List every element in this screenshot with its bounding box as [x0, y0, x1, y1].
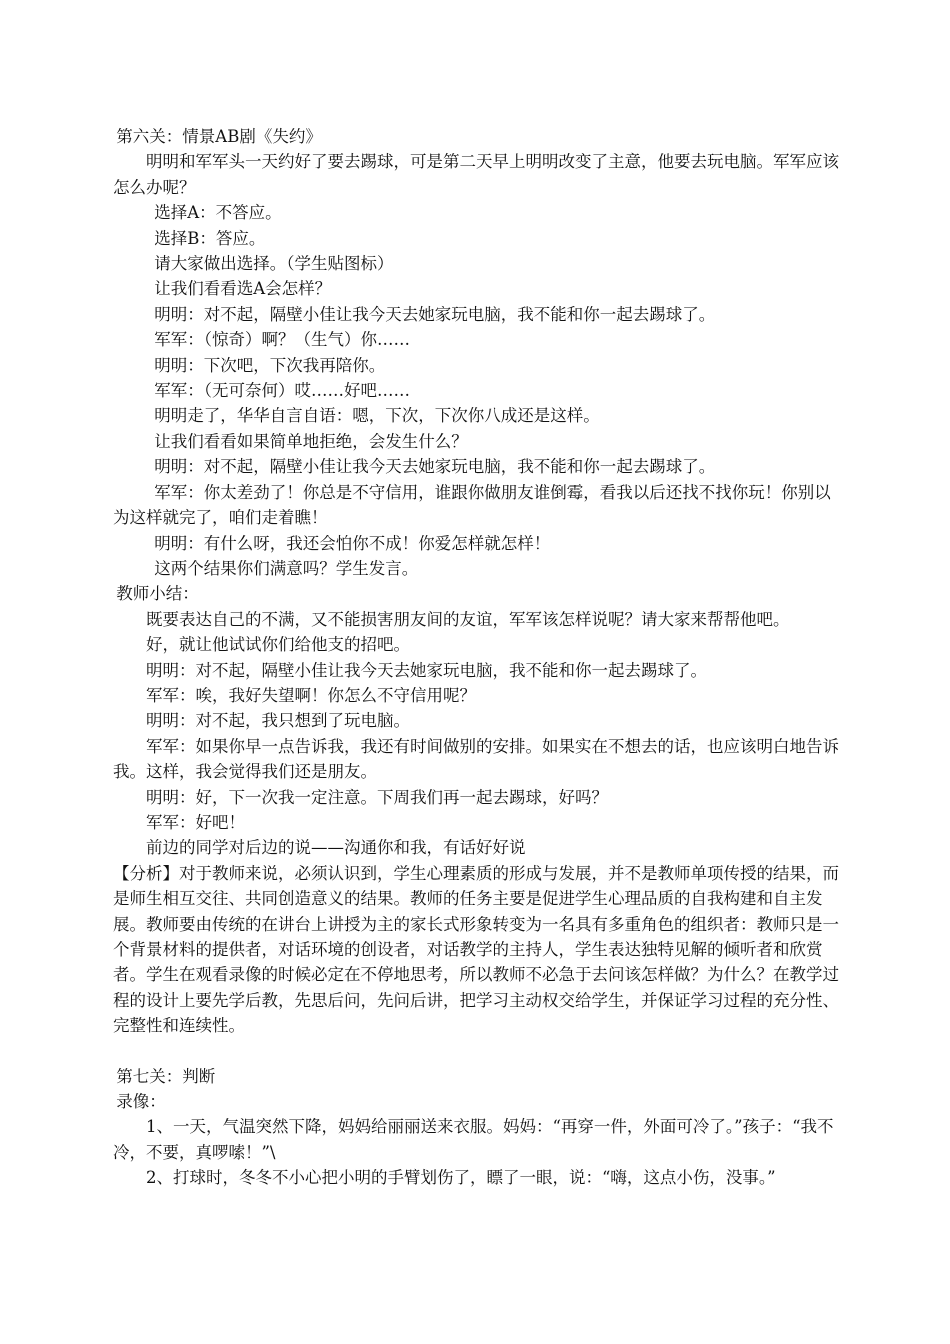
- scene-line: 明明：对不起，隔壁小佳让我今天去她家玩电脑，我不能和你一起去踢球了。: [154, 457, 716, 477]
- scene-line: 明明：下次吧，下次我再陪你。: [154, 355, 386, 375]
- section6-intro: 明明和军军头一天约好了要去踢球，可是第二天早上明明改变了主意，他要去玩电脑。军军应该怎么办呢？: [113, 152, 839, 197]
- summary-line: 明明：对不起，我只想到了玩电脑。: [146, 711, 410, 731]
- judge-item: 2、打球时，冬冬不小心把小明的手臂划伤了，瞟了一眼，说：“嗨，这点小伤，没事。”: [146, 1168, 776, 1188]
- choice-prompt: 请大家做出选择。（学生贴图标）: [154, 254, 394, 274]
- scene-line: 明明走了，华华自言自语：嗯，下次，下次你八成还是这样。: [154, 406, 600, 426]
- summary-line: 既要表达自己的不满，又不能损害朋友间的友谊，军军该怎样说呢？请大家来帮帮他吧。: [146, 609, 790, 629]
- summary-line: 军军：唉，我好失望啊！你怎么不守信用呢？: [146, 685, 476, 705]
- summary-line: 好，就让他试试你们给他支的招吧。: [146, 635, 410, 655]
- scene-line: 军军：你太差劲了！你总是不守信用，谁跟你做朋友谁倒霉，看我以后还找不找你玩！你别以为这样就完了，咱们走着瞧！: [113, 482, 831, 528]
- scene-line: 让我们看看选A会怎样？: [154, 279, 332, 299]
- teacher-summary-label: 教师小结：: [116, 584, 199, 604]
- scene-line: 军军：（惊奇）啊？（生气）你……: [154, 330, 410, 350]
- summary-line: 军军：好吧！: [146, 812, 245, 832]
- choice-a: 选择A：不答应。: [154, 203, 282, 223]
- video-label: 录像：: [116, 1092, 166, 1112]
- scene-line: 明明：对不起，隔壁小佳让我今天去她家玩电脑，我不能和你一起去踢球了。: [154, 304, 716, 324]
- scene-line: 明明：有什么呀，我还会怕你不成！你爱怎样就怎样！: [154, 533, 551, 553]
- scene-line: 军军：（无可奈何）哎……好吧……: [154, 381, 410, 401]
- scene-line: 让我们看看如果简单地拒绝，会发生什么？: [154, 431, 468, 451]
- section-gap: [113, 1039, 843, 1064]
- section6-title: 第六关：情景AB剧《失约》: [116, 127, 322, 146]
- document-body: [113, 124, 843, 1191]
- summary-line: 明明：好，下一次我一定注意。下周我们再一起去踢球，好吗？: [146, 787, 608, 807]
- summary-line: 前边的同学对后边的说——沟通你和我，有话好好说: [146, 838, 526, 858]
- summary-line: 明明：对不起，隔壁小佳让我今天去她家玩电脑，我不能和你一起去踢球了。: [146, 660, 707, 680]
- judge-item: 1、一天，气温突然下降，妈妈给丽丽送来衣服。妈妈：“再穿一件，外面可冷了。”孩子：“我不冷，不要，真啰嗦！”\: [113, 1117, 834, 1162]
- section7-title: 第七关：判断: [116, 1066, 216, 1086]
- scene-line: 这两个结果你们满意吗？学生发言。: [154, 558, 419, 578]
- choice-b: 选择B：答应。: [154, 228, 266, 248]
- summary-line: 军军：如果你早一点告诉我，我还有时间做别的安排。如果实在不想去的话，也应该明白地告诉我。这样，我会觉得我们还是朋友。: [113, 736, 839, 782]
- analysis-paragraph: 【分析】对于教师来说，必须认识到，学生心理素质的形成与发展，并不是教师单项传授的结果，而是师生相互交往、共同创造意义的结果。教师的任务主要是促进学生心理品质的自我构建和自主发展。教师要由传统的在讲台上讲授为主的家长式形象转变为一名具有多重角色的组织者：教师只是一个背景材料的提供者，对话环境的创设者，对话教学的主持人，学生表达独特见解的倾听者和欣赏者。学生在观看录像的时候必定在不停地思考，所以教师不必急于去问该怎样做？为什么？在教学过程的设计上要先学后教，先思后问，先问后讲，把学习主动权交给学生，并保证学习过程的充分性、完整性和连续性。: [113, 863, 839, 1036]
